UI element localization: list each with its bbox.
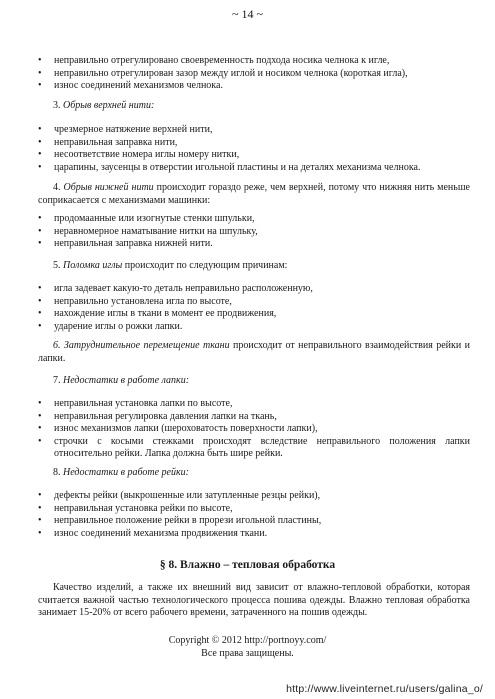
copyright-notice: Copyright © 2012 http://portnoyy.com/ [168,635,327,646]
paragraph-fabric-feed: 6. Затруднительное перемещение ткани происходит от неправильного взаимодействия рейки и лапки. [38,340,470,364]
list-item: • нахождение иглы в ткани в момент ее продвижения, [38,308,470,321]
paragraph-lower-thread-break: 4. Обрыв нижней нити происходит гораздо реже, чем верхней, потому что нижняя нить меньше соприкасается с механизмами машинки: [38,182,470,206]
list-feed-dog-defects [38,490,470,540]
list-item: • неравномерное наматывание нитки на шпульку, [38,226,470,239]
watermark-url: http://www.liveinternet.ru/users/galina_o/ [286,683,483,695]
list-item: • износ соединений механизма продвижения ткани. [38,528,470,541]
list-item: • игла задевает какую-то деталь неправильно расположенную, [38,283,470,296]
list-item: • неправильно отрегулировано своевременность подхода носика челнока к игле, [38,55,470,68]
list-item: • неправильная заправка нижней нити. [38,238,470,251]
paragraph-steam-treatment: Качество изделий, а также их внешний вид зависит от влажно-тепловой обработки, которая считается важной частью технологического процесса пошива одежды. Влажно тепловая обработка занимает 15-20% от всего рабочего времени, затраченного на пошив одежды. [38,582,470,619]
list-item: • ударение иглы о рожки лапки. [38,321,470,334]
list-shuttle-issues [38,55,470,93]
list-item: • износ механизмов лапки (шероховатость поверхности лапки), [38,423,470,436]
heading-needle-break: 5. Поломка иглы происходит по следующим причинам: [53,260,288,271]
list-item: • дефекты рейки (выкрошенные или затупленные резцы рейки), [38,490,470,503]
list-item: • неправильная установка рейки по высоте, [38,503,470,516]
heading-foot-defects: 7. Недостатки в работе лапки: [53,375,190,386]
list-item: • царапины, заусенцы в отверстии игольной пластины и на деталях механизма челнока. [38,162,470,175]
list-item: • неправильная заправка нити, [38,137,470,150]
list-item: • неправильная регулировка давления лапки на ткань, [38,411,470,424]
list-item: • неправильно отрегулирован зазор между иглой и носиком челнока (короткая игла), [38,68,470,81]
list-foot-defects [38,398,470,461]
list-item: • несоответствие номера иглы номеру нитки, [38,149,470,162]
list-item: • продомаанные или изогнутые стенки шпульки, [38,213,470,226]
list-item: • неправильное положение рейки в прорези игольной пластины, [38,515,470,528]
rights-notice: Все права защищены. [201,648,294,659]
list-needle-break [38,283,470,333]
heading-upper-thread-break: 3. Обрыв верхней нити: [53,100,155,111]
page-number: ~ 14 ~ [232,7,263,21]
heading-feed-dog-defects: 8. Недостатки в работе рейки: [53,467,189,478]
list-item: • неправильно установлена игла по высоте, [38,296,470,309]
list-item: • строчки с косыми стежками происходят вследствие неправильного положения лапки относительно рейки. Лапка должна быть шире рейки. [38,436,470,461]
section-heading: § 8. Влажно – тепловая обработка [159,559,336,571]
list-lower-thread [38,213,470,251]
list-item: • износ соединений механизмов челнока. [38,80,470,93]
list-item: • чрезмерное натяжение верхней нити, [38,124,470,137]
list-item: • неправильная установка лапки по высоте, [38,398,470,411]
list-upper-thread [38,124,470,174]
